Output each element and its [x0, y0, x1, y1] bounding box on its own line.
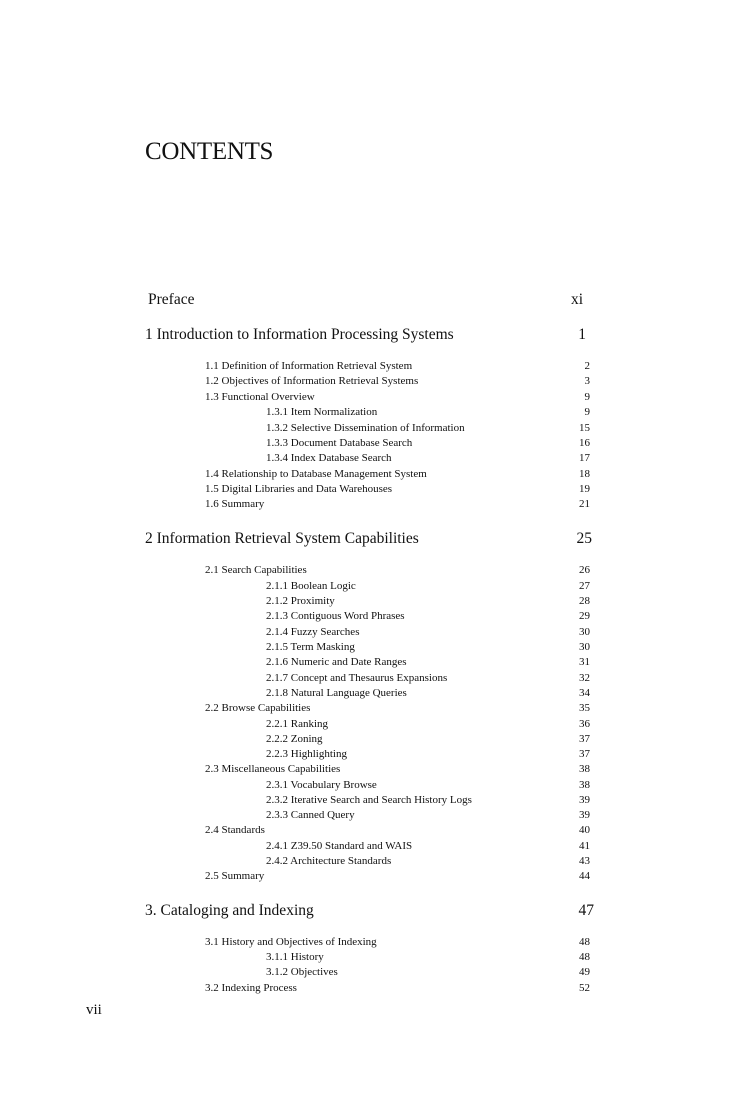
toc-page: 44 [579, 870, 590, 882]
toc-page: 52 [579, 982, 590, 994]
toc-page: 9 [584, 391, 590, 403]
toc-page: 3 [584, 375, 590, 387]
toc-label: 2.3 Miscellaneous Capabilities [205, 763, 341, 775]
toc-page: 48 [579, 936, 590, 948]
toc-label: 1.2 Objectives of Information Retrieval Systems [205, 375, 419, 387]
toc-page: 25 [576, 530, 592, 547]
toc-page: 34 [579, 687, 590, 699]
toc-label: 1 Introduction to Information Processing Systems [145, 326, 454, 343]
toc-page: 17 [579, 452, 590, 464]
toc-page: 43 [579, 855, 590, 867]
toc-label: 2.3.2 Iterative Search and Search History Logs [266, 794, 472, 806]
toc-page: 40 [579, 824, 590, 836]
toc-page: 19 [579, 483, 590, 495]
toc-label: 1.3.4 Index Database Search [266, 452, 392, 464]
toc-label: 2.1.7 Concept and Thesaurus Expansions [266, 672, 448, 684]
toc-label: 2.1.8 Natural Language Queries [266, 687, 407, 699]
toc-label: 2.1.4 Fuzzy Searches [266, 626, 360, 638]
toc-label: 2.4.2 Architecture Standards [266, 855, 392, 867]
toc-page: 32 [579, 672, 590, 684]
toc-label: 2 Information Retrieval System Capabilities [145, 530, 419, 547]
toc-page: 36 [579, 718, 590, 730]
toc-label: 2.5 Summary [205, 870, 265, 882]
toc-label: 2.4.1 Z39.50 Standard and WAIS [266, 840, 413, 852]
toc-label: 2.2.3 Highlighting [266, 748, 347, 760]
toc-label: 3.1 History and Objectives of Indexing [205, 936, 377, 948]
toc-label: 1.4 Relationship to Database Management System [205, 468, 427, 480]
toc-label: 1.5 Digital Libraries and Data Warehouses [205, 483, 393, 495]
toc-page: 2 [584, 360, 590, 372]
toc-label: 1.3.2 Selective Dissemination of Information [266, 422, 465, 434]
toc-label: 3. Cataloging and Indexing [145, 902, 314, 919]
toc-label: 2.1.5 Term Masking [266, 641, 355, 653]
page-title: CONTENTS [145, 138, 274, 165]
toc-label: 2.3.3 Canned Query [266, 809, 355, 821]
toc-label: Preface [148, 291, 195, 308]
toc-label: 2.2.2 Zoning [266, 733, 323, 745]
toc-label: 2.1.2 Proximity [266, 595, 335, 607]
toc-label: 1.3.3 Document Database Search [266, 437, 413, 449]
toc-page: 47 [578, 902, 594, 919]
toc-page: 30 [579, 641, 590, 653]
toc-label: 2.3.1 Vocabulary Browse [266, 779, 377, 791]
toc-page: 49 [579, 966, 590, 978]
toc-label: 2.2 Browse Capabilities [205, 702, 311, 714]
toc-label: 2.1.3 Contiguous Word Phrases [266, 610, 405, 622]
toc-label: 3.2 Indexing Process [205, 982, 297, 994]
toc-label: 2.1.1 Boolean Logic [266, 580, 356, 592]
toc-page: 16 [579, 437, 590, 449]
toc-page: 28 [579, 595, 590, 607]
toc-label: 1.1 Definition of Information Retrieval System [205, 360, 413, 372]
toc-label: 2.4 Standards [205, 824, 265, 836]
toc-page: 41 [579, 840, 590, 852]
toc-label: 2.1.6 Numeric and Date Ranges [266, 656, 407, 668]
toc-page: 9 [584, 406, 590, 418]
toc-label: 2.2.1 Ranking [266, 718, 329, 730]
toc-page: 39 [579, 794, 590, 806]
toc-page: 35 [579, 702, 590, 714]
toc-page: 15 [579, 422, 590, 434]
toc-label: 3.1.1 History [266, 951, 324, 963]
toc-page: 26 [579, 564, 590, 576]
toc-page: 37 [579, 748, 590, 760]
toc-page: 48 [579, 951, 590, 963]
toc-page: 38 [579, 763, 590, 775]
toc-label: 1.3 Functional Overview [205, 391, 315, 403]
toc-page: 27 [579, 580, 590, 592]
toc-page: 39 [579, 809, 590, 821]
page-number: vii [86, 1002, 102, 1018]
toc-page: 37 [579, 733, 590, 745]
toc-page: 29 [579, 610, 590, 622]
toc-page: 31 [579, 656, 590, 668]
toc-page: xi [570, 291, 583, 308]
toc-page: 18 [579, 468, 590, 480]
toc-page: 21 [579, 498, 590, 510]
toc-label: 3.1.2 Objectives [266, 966, 338, 978]
toc-page: 1 [578, 326, 586, 343]
toc-page: 30 [579, 626, 590, 638]
toc-label: 1.6 Summary [205, 498, 265, 510]
toc-label: 2.1 Search Capabilities [205, 564, 307, 576]
toc-label: 1.3.1 Item Normalization [266, 406, 378, 418]
toc-page: 38 [579, 779, 590, 791]
